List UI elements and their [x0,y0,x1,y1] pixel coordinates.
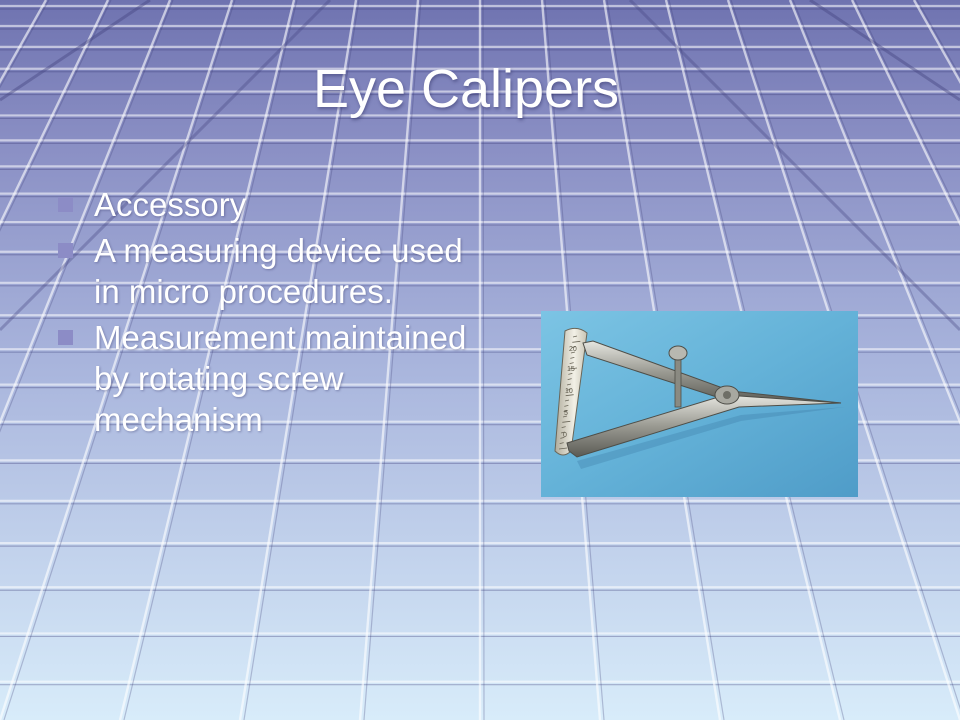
bullet-text: Accessory [94,186,247,223]
scale-mark-0: 0 [563,432,567,439]
bullet-marker-icon [58,330,73,345]
bullet-list [56,184,496,445]
bullet-text: Measurement maintained by rotating screw mechanism [94,319,467,438]
slide-title: Eye Calipers [312,59,620,119]
eye-calipers-photo [541,311,858,497]
bullet-item [56,184,496,225]
scale-mark-20: 20 [569,346,577,353]
bullet-item [56,230,496,312]
bullet-marker-icon [58,243,73,258]
bullet-marker-icon [58,197,73,212]
bullet-text: A measuring device used in micro procedures. [94,232,463,310]
scale-mark-10: 10 [565,388,573,395]
scale-mark-5: 5 [564,410,568,417]
bullet-item [56,317,496,440]
scale-mark-15: 15 [567,366,575,373]
